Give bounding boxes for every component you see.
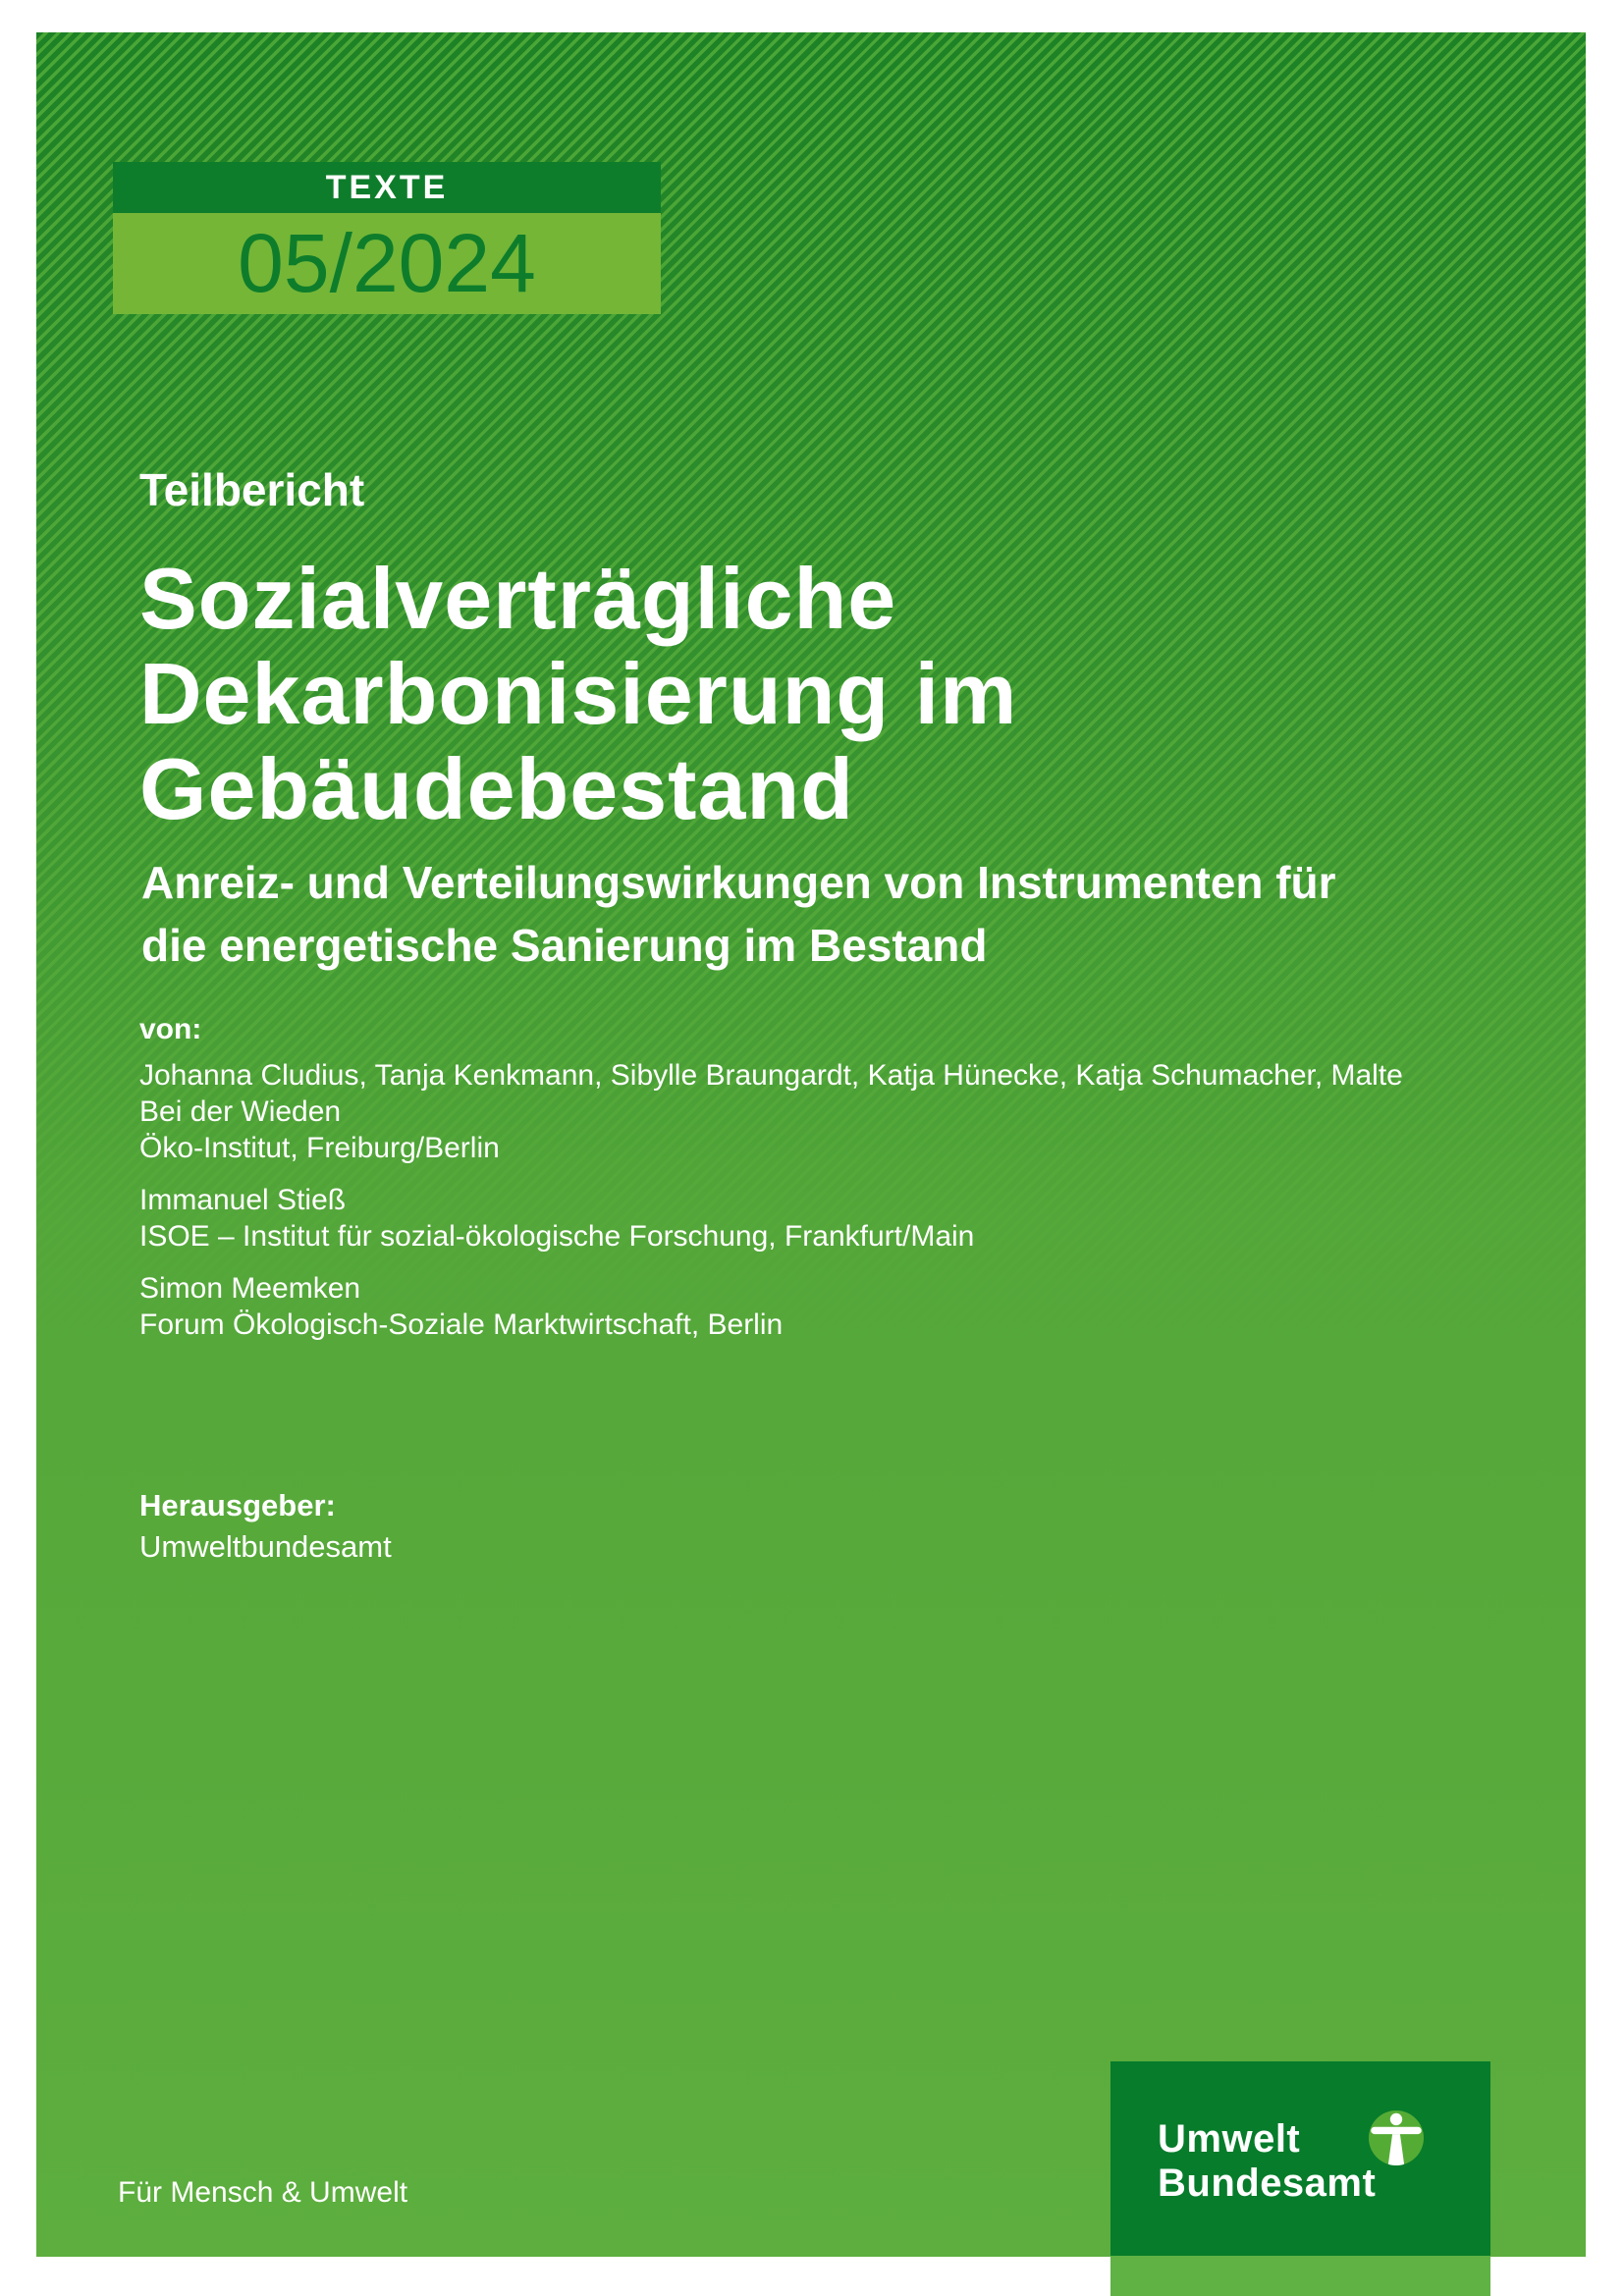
issue-number: 05/2024 [113, 213, 661, 314]
author-names-line: Johanna Cludius, Tanja Kenkmann, Sibylle Braungardt, Katja Hünecke, Katja Schumacher, Malte [139, 1059, 1403, 1092]
title-line-2: Dekarbonisierung im [139, 645, 1018, 742]
series-label: TEXTE [113, 162, 661, 213]
uba-person-in-circle-icon [1369, 2110, 1424, 2165]
author-affiliation: Forum Ökologisch-Soziale Marktwirtschaft, Berlin [139, 1308, 784, 1341]
cover-background [36, 32, 1586, 2257]
author-affiliation: ISOE – Institut für sozial-ökologische Forschung, Frankfurt/Main [139, 1220, 975, 1253]
page-subtitle [141, 851, 1336, 977]
author-affiliation: Öko-Institut, Freiburg/Berlin [139, 1132, 500, 1164]
author-group-isoe [139, 1182, 1403, 1255]
footer-slogan: Für Mensch & Umwelt [118, 2176, 408, 2209]
page-title [139, 551, 1017, 836]
title-line-3: Gebäudebestand [139, 740, 854, 837]
author-group-oeko-institut [139, 1057, 1403, 1166]
subtitle-line-1: Anreiz- und Verteilungswirkungen von Instrumenten für [141, 857, 1336, 908]
publisher-label: Herausgeber: [139, 1488, 336, 1522]
uba-logo-line-1: Umwelt [1158, 2117, 1301, 2161]
uba-logo-wordmark [1158, 2117, 1376, 2206]
author-group-foes [139, 1270, 1403, 1343]
report-type-label: Teilbericht [139, 464, 365, 515]
author-names-line: Immanuel Stieß [139, 1184, 347, 1216]
publisher-name: Umweltbundesamt [139, 1529, 392, 1564]
author-names-line: Bei der Wieden [139, 1095, 342, 1128]
logo-bottom-strip [1110, 2256, 1490, 2296]
issue-badge [113, 162, 661, 314]
subtitle-line-2: die energetische Sanierung im Bestand [141, 920, 988, 971]
title-line-1: Sozialverträgliche [139, 550, 897, 647]
uba-logo-box [1110, 2061, 1490, 2256]
uba-logo-line-2: Bundesamt [1158, 2162, 1377, 2205]
publisher-block [139, 1485, 392, 1568]
uba-logo [1110, 2061, 1490, 2296]
author-names-line: Simon Meemken [139, 1272, 361, 1305]
byline-label: von: [139, 1013, 202, 1045]
authors-list [139, 1057, 1403, 1359]
